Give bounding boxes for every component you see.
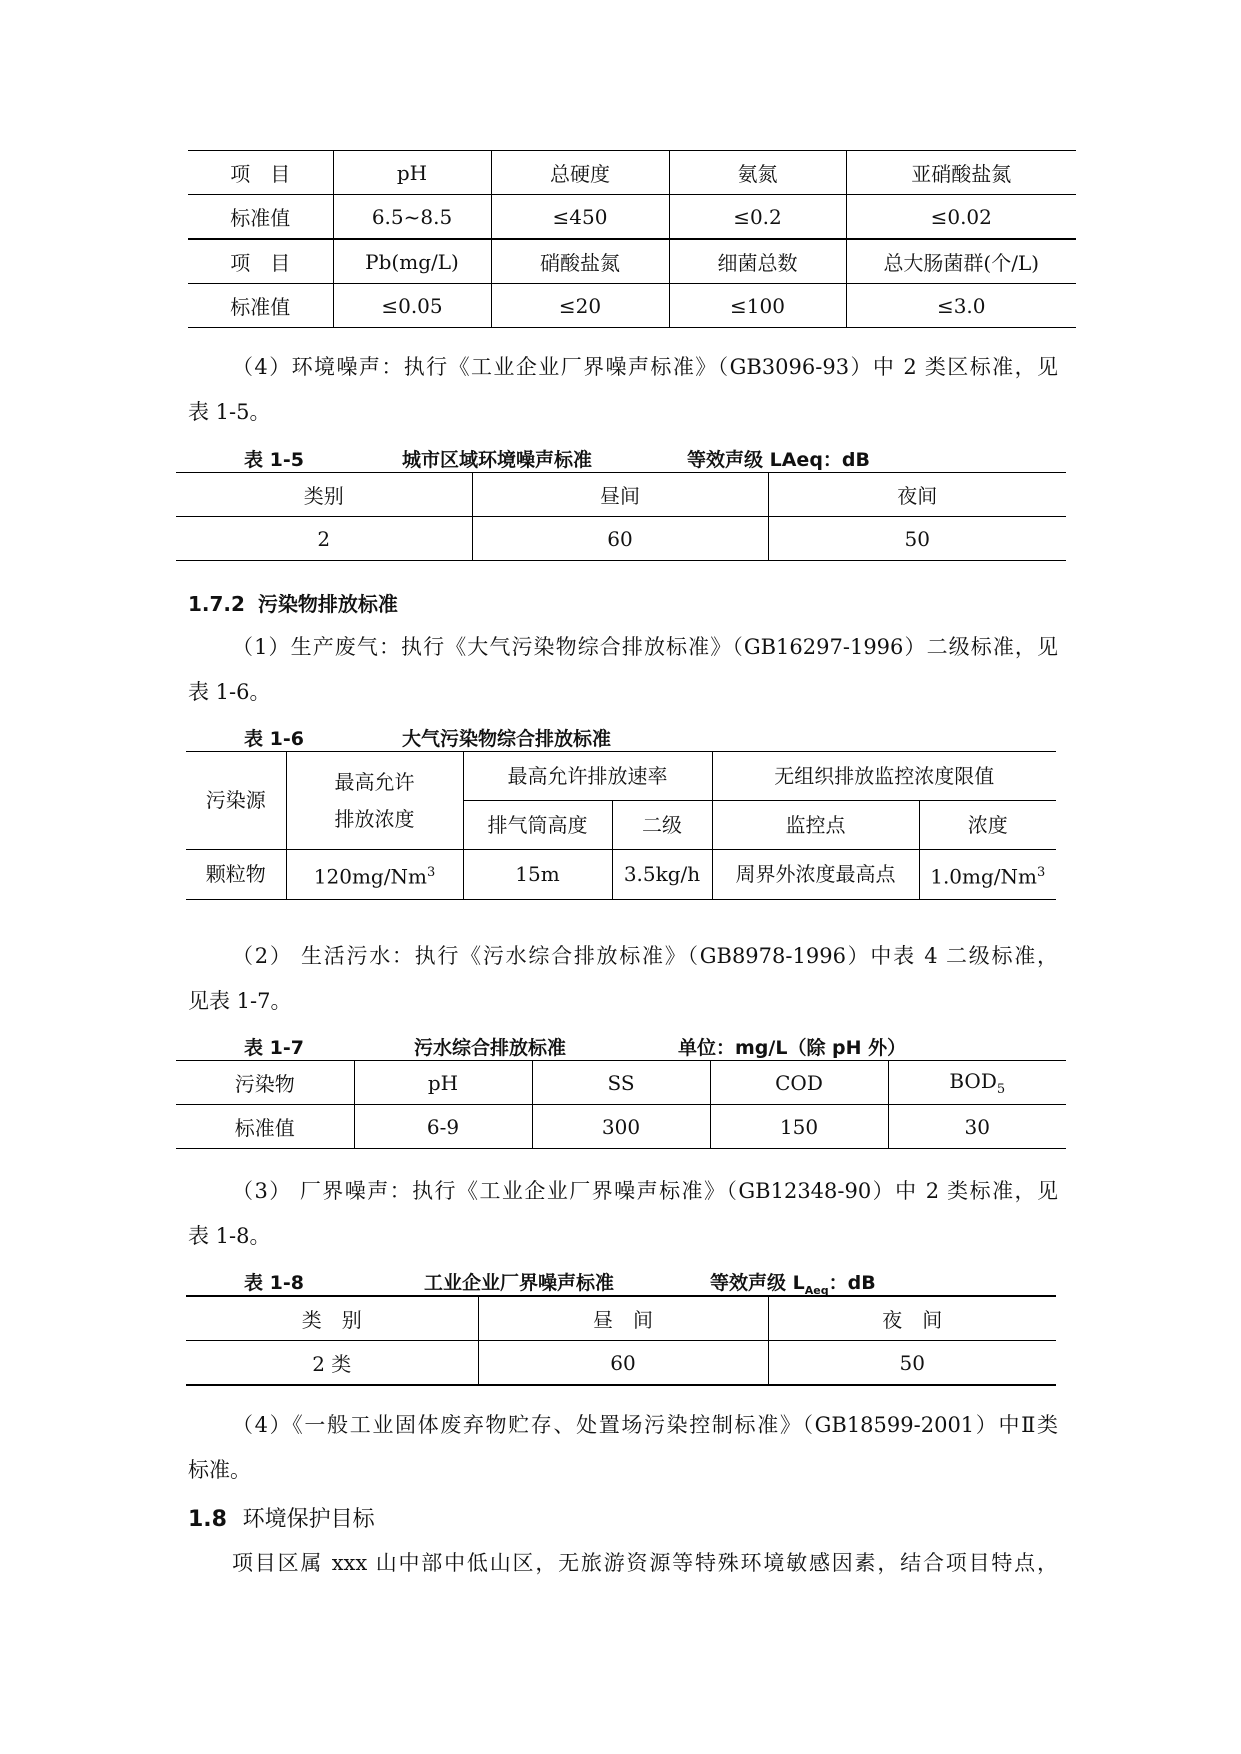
caption-number: 表 1-8 [244, 1272, 304, 1294]
table-cell: 30 [888, 1105, 1066, 1149]
section-number: 1.8 [188, 1507, 227, 1532]
paragraph-sewage [188, 934, 1058, 1024]
caption-unit: 等效声级 LAeq：dB [687, 449, 870, 471]
table-header-cell: 最高允许排放速率 [463, 752, 712, 801]
table-cell: 标准值 [188, 284, 333, 328]
table-cell: 120mg/Nm$^3$ [286, 850, 463, 900]
table-cell: ≤0.02 [846, 195, 1076, 240]
table-caption [244, 1033, 1044, 1059]
table-header-cell: 浓度 [919, 801, 1056, 850]
table-cell: pH [333, 151, 491, 195]
table-cell: 细菌总数 [669, 239, 846, 284]
table-cell: 标准值 [176, 1105, 354, 1149]
table-cell: 50 [768, 1341, 1056, 1386]
table-cell: 300 [532, 1105, 710, 1149]
table-header-cell: 二级 [612, 801, 712, 850]
table-cell: 硝酸盐氮 [491, 239, 669, 284]
table-caption [244, 1268, 1044, 1297]
table-header-cell: 监控点 [712, 801, 919, 850]
paragraph-line: 项目区属 xxx 山中部中低山区，无旅游资源等特殊环境敏感因素，结合项目特点， [232, 1551, 1058, 1575]
paragraph-line: （1）生产废气：执行《大气污染物综合排放标准》（GB16297-1996）二级标准，见 [232, 635, 1058, 659]
table-cell: ≤450 [491, 195, 669, 240]
paragraph-environment-noise [188, 345, 1058, 435]
paragraph-solid-waste [188, 1403, 1058, 1493]
paragraph-line: 见表 1-7。 [188, 989, 292, 1013]
table-header-cell [286, 752, 463, 850]
table-header-cell: pH [354, 1061, 532, 1105]
paragraph-boundary-noise [188, 1169, 1058, 1259]
table-header-cell: 排气筒高度 [463, 801, 612, 850]
caption-title: 大气污染物综合排放标准 [402, 728, 612, 750]
table-cell: 50 [768, 517, 1066, 561]
table-cell: ≤100 [669, 284, 846, 328]
table-cell: 氨氮 [669, 151, 846, 195]
paragraph-line: （3） 厂界噪声：执行《工业企业厂界噪声标准》（GB12348-90）中 2 类标准，见 [232, 1179, 1058, 1203]
table-cell: 颗粒物 [186, 850, 286, 900]
paragraph-line: 表 1-6。 [188, 680, 271, 704]
table-cell: 60 [478, 1341, 768, 1386]
table-caption [244, 445, 1044, 471]
table-header-cell: 夜 间 [768, 1296, 1056, 1341]
table-cell: 标准值 [188, 195, 333, 240]
caption-title: 城市区域环境噪声标准 [402, 449, 593, 471]
table-caption [244, 724, 944, 750]
table-header-cell: 夜间 [768, 473, 1066, 517]
table-header-cell: 污染物 [176, 1061, 354, 1105]
table-cell: 15m [463, 850, 612, 900]
caption-number: 表 1-6 [244, 728, 304, 750]
table-header-cell: 昼间 [472, 473, 768, 517]
section-heading [188, 588, 398, 617]
paragraph-line: 表 1-8。 [188, 1224, 271, 1248]
table-cell: Pb(mg/L) [333, 239, 491, 284]
table-header-cell: SS [532, 1061, 710, 1105]
header-line: 最高允许 [334, 769, 415, 794]
table-cell: 周界外浓度最高点 [712, 850, 919, 900]
table-cell: 2 [176, 517, 472, 561]
table-cell: 150 [710, 1105, 888, 1149]
table-cell: ≤20 [491, 284, 669, 328]
table-cell: 2 类 [186, 1341, 478, 1386]
table-cell: ≤0.05 [333, 284, 491, 328]
table-cell: 6-9 [354, 1105, 532, 1149]
table-header-cell: $BOD_5$ [888, 1061, 1066, 1105]
table-cell: 项 目 [188, 239, 333, 284]
paragraph-protection-target [188, 1541, 1058, 1586]
table-cell: 总硬度 [491, 151, 669, 195]
table-1-7 [176, 1060, 1066, 1149]
caption-unit: 等效声级 $L_{Aeq}$：dB [710, 1272, 876, 1297]
caption-number: 表 1-5 [244, 449, 304, 471]
table-cell: 项 目 [188, 151, 333, 195]
table-1-5 [176, 472, 1066, 561]
paragraph-line: （4）《一般工业固体废弃物贮存、处置场污染控制标准》（GB18599-2001）中Ⅱ类 [232, 1413, 1058, 1437]
table-cell: ≤0.2 [669, 195, 846, 240]
table-header-cell: 类别 [176, 473, 472, 517]
paragraph-line: 标准。 [188, 1458, 251, 1482]
table-1-8 [186, 1295, 1056, 1386]
caption-title: 工业企业厂界噪声标准 [424, 1272, 615, 1294]
table-cell: 总大肠菌群(个/L) [846, 239, 1076, 284]
table-cell: 1.0mg/Nm$^3$ [919, 850, 1056, 900]
section-title: 污染物排放标准 [257, 592, 398, 616]
table-cell: 亚硝酸盐氮 [846, 151, 1076, 195]
table-header-cell: 污染源 [186, 752, 286, 850]
paragraph-line: 表 1-5。 [188, 400, 271, 424]
paragraph-waste-gas [188, 625, 1058, 715]
paragraph-line: （4）环境噪声：执行《工业企业厂界噪声标准》（GB3096-93）中 2 类区标准，见 [232, 355, 1058, 379]
table-header-cell: 昼 间 [478, 1296, 768, 1341]
section-heading [188, 1502, 375, 1533]
table-cell: 60 [472, 517, 768, 561]
table-header-cell: 无组织排放监控浓度限值 [712, 752, 1056, 801]
paragraph-line: （2） 生活污水：执行《污水综合排放标准》（GB8978-1996）中表 4 二级标准， [232, 944, 1058, 968]
section-title: 环境保护目标 [242, 1507, 375, 1532]
caption-number: 表 1-7 [244, 1037, 304, 1059]
table-header-cell: 类 别 [186, 1296, 478, 1341]
table-header-cell: COD [710, 1061, 888, 1105]
table-cell: ≤3.0 [846, 284, 1076, 328]
header-line: 排放浓度 [334, 806, 415, 831]
caption-title: 污水综合排放标准 [414, 1037, 567, 1059]
table-cell: 3.5kg/h [612, 850, 712, 900]
section-number: 1.7.2 [188, 592, 245, 616]
caption-unit: 单位：mg/L（除 pH 外） [678, 1037, 907, 1059]
table-1-6 [186, 751, 1056, 900]
water-standard-table [188, 150, 1076, 328]
table-cell: 6.5~8.5 [333, 195, 491, 240]
